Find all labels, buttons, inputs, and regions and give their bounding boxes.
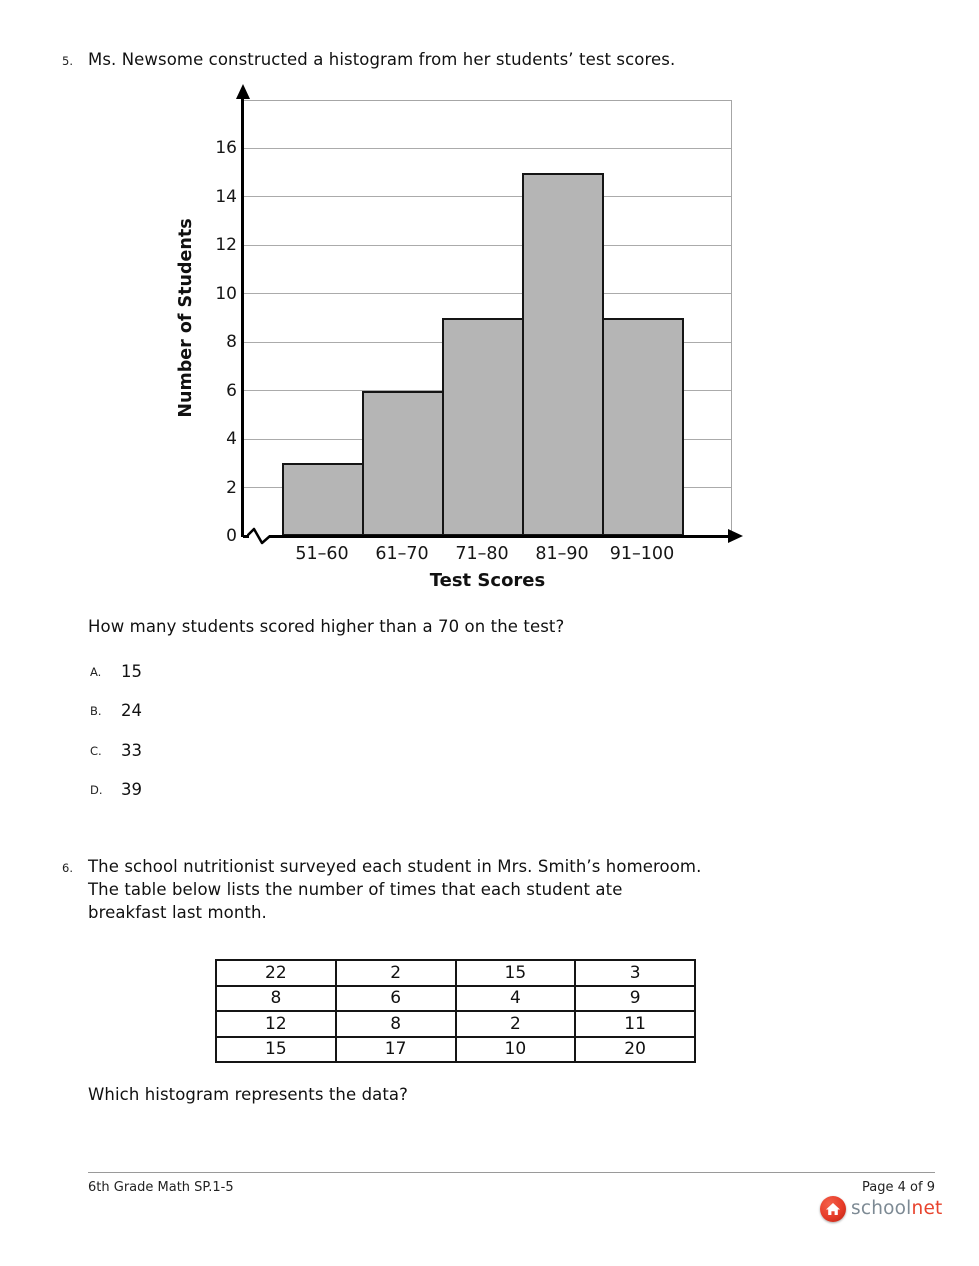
question-5-prompt: How many students scored higher than a 70 on the test?	[88, 617, 565, 636]
option-c-value: 33	[121, 741, 142, 760]
footer-page-number: Page 4 of 9	[862, 1180, 935, 1195]
table-row	[216, 1037, 695, 1063]
table-cell: 17	[336, 1037, 456, 1063]
y-axis-title: Number of Students	[176, 218, 196, 418]
option-d-value: 39	[121, 780, 142, 799]
y-tick-label: 10	[215, 284, 237, 304]
question-6-prompt: Which histogram represents the data?	[88, 1085, 409, 1104]
breakfast-data-table	[215, 959, 696, 1063]
gridline-12	[243, 245, 731, 246]
y-tick-label: 14	[215, 187, 237, 207]
histogram-bar	[442, 318, 524, 536]
y-axis-line	[241, 97, 244, 537]
question-6-text-line2: The table below lists the number of times that each student ate	[88, 880, 623, 899]
y-tick-label: 4	[226, 429, 237, 449]
table-row	[216, 986, 695, 1012]
histogram-bar	[362, 391, 444, 536]
histogram-bar	[282, 463, 364, 536]
table-cell: 11	[575, 1011, 695, 1037]
axis-break-icon	[247, 526, 273, 546]
table-cell: 15	[216, 1037, 336, 1063]
x-tick-label: 81–90	[535, 544, 589, 564]
table-cell: 8	[336, 1011, 456, 1037]
x-tick-label: 61–70	[375, 544, 429, 564]
x-tick-label: 71–80	[455, 544, 509, 564]
table-row	[216, 1011, 695, 1037]
logo-text-school: school	[851, 1198, 912, 1219]
histogram-plot-area	[243, 100, 732, 536]
y-axis-arrow-icon	[236, 84, 250, 99]
x-tick-label: 51–60	[295, 544, 349, 564]
table-cell: 2	[456, 1011, 576, 1037]
footer-divider	[88, 1172, 935, 1173]
y-tick-label: 8	[226, 332, 237, 352]
question-6-text-line3: breakfast last month.	[88, 903, 267, 922]
table-cell: 9	[575, 986, 695, 1012]
table-cell: 6	[336, 986, 456, 1012]
histogram-bar	[522, 173, 604, 536]
question-6-text-line1: The school nutritionist surveyed each student in Mrs. Smith’s homeroom.	[88, 857, 702, 876]
option-d-letter: D.	[90, 783, 103, 797]
table-cell: 2	[336, 960, 456, 986]
gridline-16	[243, 148, 731, 149]
table-cell: 15	[456, 960, 576, 986]
table-row	[216, 960, 695, 986]
table-cell: 12	[216, 1011, 336, 1037]
gridline-10	[243, 293, 731, 294]
x-axis-line	[243, 535, 730, 538]
logo-text-net: net	[911, 1198, 943, 1219]
option-a-letter: A.	[90, 665, 102, 679]
x-tick-label: 91–100	[609, 544, 675, 564]
option-b-value: 24	[121, 701, 142, 720]
house-icon	[825, 1202, 841, 1217]
table-cell: 20	[575, 1037, 695, 1063]
y-tick-label: 16	[215, 138, 237, 158]
option-b-letter: B.	[90, 704, 102, 718]
table-cell: 8	[216, 986, 336, 1012]
schoolnet-logo-circle	[820, 1196, 846, 1222]
option-a-value: 15	[121, 662, 142, 681]
x-axis-arrow-icon	[728, 529, 743, 543]
question-5-number: 5.	[62, 54, 73, 68]
y-tick-label: 12	[215, 235, 237, 255]
histogram-bar	[602, 318, 684, 536]
question-6-number: 6.	[62, 861, 73, 875]
schoolnet-logo	[820, 1195, 943, 1223]
y-tick-label: 6	[226, 381, 237, 401]
schoolnet-logo-text	[851, 1198, 942, 1219]
table-cell: 3	[575, 960, 695, 986]
y-tick-label: 2	[226, 478, 237, 498]
footer-course-label: 6th Grade Math SP.1-5	[88, 1180, 234, 1195]
table-cell: 4	[456, 986, 576, 1012]
table-cell: 22	[216, 960, 336, 986]
gridline-14	[243, 196, 731, 197]
x-axis-title: Test Scores	[429, 570, 546, 591]
question-5-text: Ms. Newsome constructed a histogram from her students’ test scores.	[88, 50, 676, 69]
y-tick-label: 0	[226, 526, 237, 546]
table-cell: 10	[456, 1037, 576, 1063]
option-c-letter: C.	[90, 744, 102, 758]
